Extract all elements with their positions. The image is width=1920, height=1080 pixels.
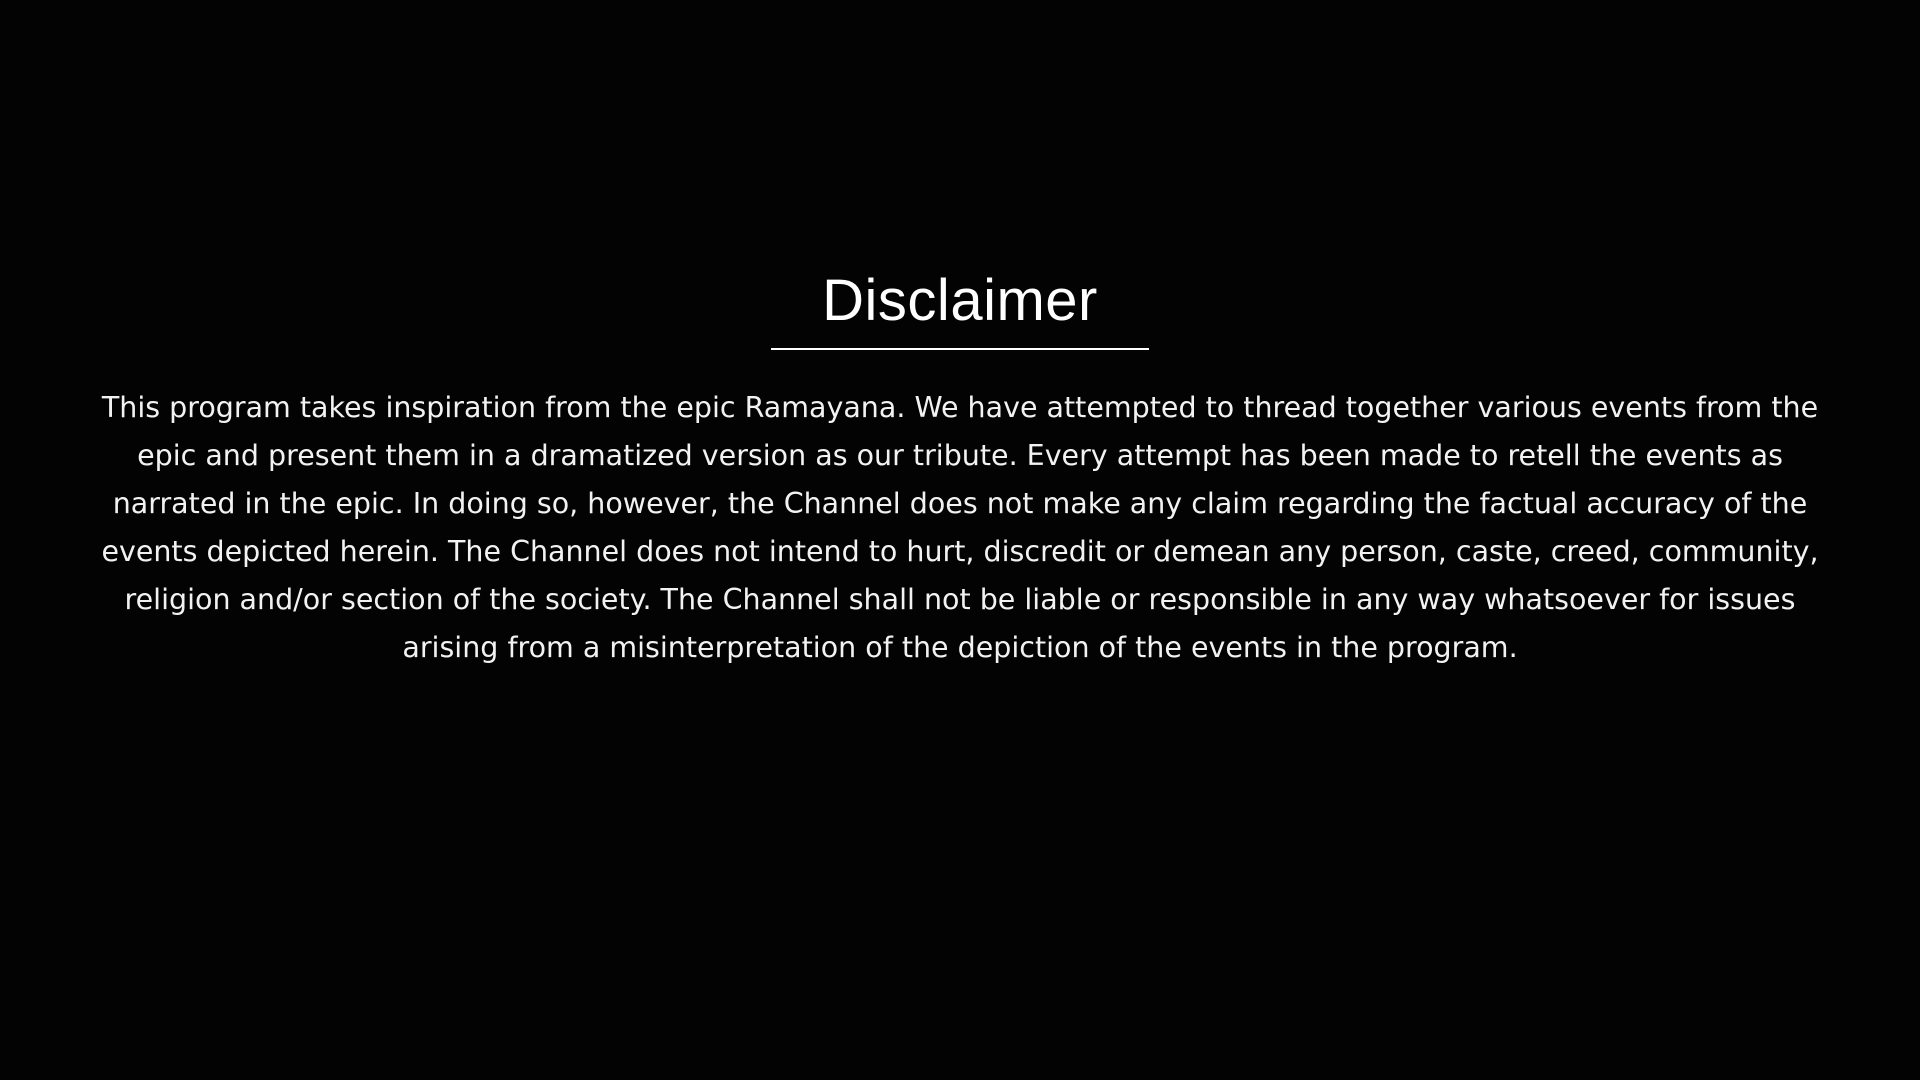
disclaimer-body-text: This program takes inspiration from the epic Ramayana. We have attempted to thread together various events from the epic and present them in a dramatized version as our tribute. Every attempt has been made to retell the events as narrated in the epic. In doing so, however, the Channel does not make any claim regarding the factual accuracy of the events depicted herein. The Channel does not intend to hurt, discredit or demean any person, caste, creed, community, religion and/or section of the society. The Channel shall not be liable or responsible in any way whatsoever for issues arising from a misinterpretation of the depiction of the events in the program. [101,391,1819,664]
page-title: Disclaimer [822,268,1098,333]
title-divider [771,348,1149,350]
